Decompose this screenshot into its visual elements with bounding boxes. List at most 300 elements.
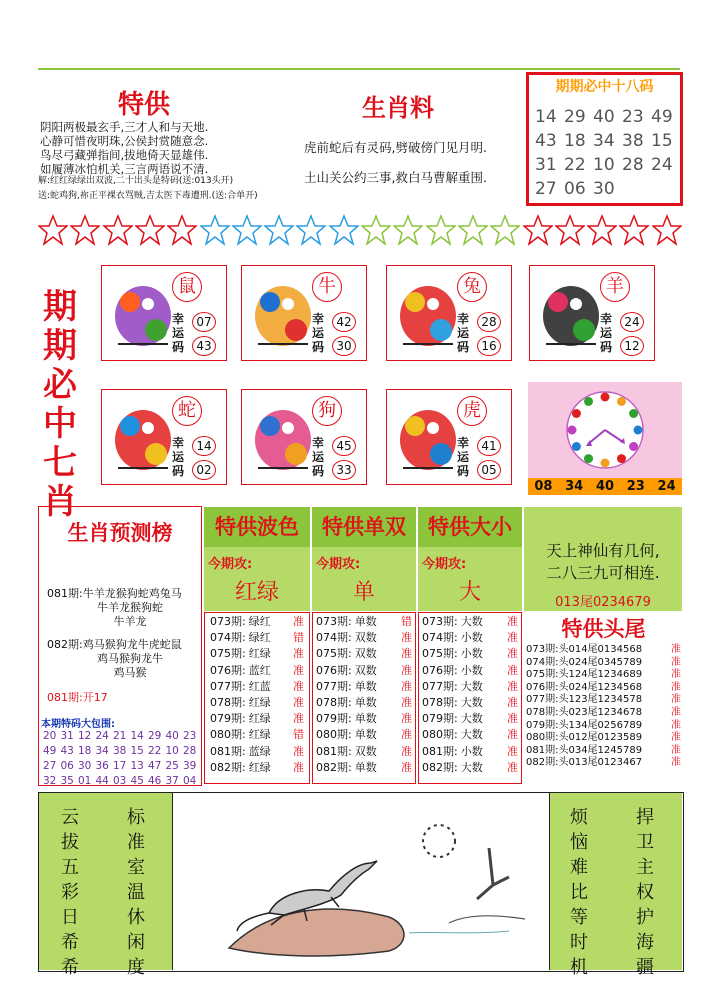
luck-label: 幸运码 [457, 436, 470, 478]
bigpack-number: 37 [165, 775, 179, 787]
result: 红绿 [248, 712, 271, 726]
result: 小数 [460, 663, 483, 677]
clock-dot [629, 442, 638, 451]
seven-zodiac-vertical-title [38, 288, 82, 522]
period: 082期: [422, 760, 458, 774]
luck-number: 43 [192, 336, 216, 356]
period: 078期: [422, 696, 458, 710]
toutail-row [526, 745, 681, 758]
poem-char: 休 [127, 907, 145, 928]
clock-number: 08 [534, 479, 553, 494]
danshuang-title: 特供单双 [312, 507, 416, 547]
clock-dot [601, 393, 610, 402]
clock-number: 34 [565, 479, 584, 494]
verdict: 准 [671, 694, 681, 706]
luck-number: 05 [477, 460, 501, 480]
result: 蓝绿 [248, 744, 271, 758]
prediction-title: 生肖预测榜 [67, 521, 173, 545]
right-poem-col2 [634, 805, 656, 980]
clock-dot [629, 409, 638, 418]
tegong-poem [40, 120, 300, 176]
result: 头012尾0123589 [558, 732, 643, 744]
toutail-panel [526, 614, 681, 784]
result: 小数 [460, 631, 483, 645]
bigpack-number: 49 [43, 745, 57, 757]
verdict: 准 [293, 647, 304, 661]
code-number: 22 [564, 155, 586, 175]
poem-char: 时 [570, 932, 588, 953]
poem-char: 比 [570, 882, 588, 903]
zodiac-name: 虎 [457, 396, 487, 426]
period: 081期: [422, 744, 458, 758]
verdict: 准 [507, 647, 518, 661]
poem-char: 温 [127, 882, 145, 903]
code-number: 40 [593, 107, 615, 127]
verdict: 准 [401, 631, 412, 645]
poem-char: 权 [636, 882, 654, 903]
result: 小数 [460, 647, 483, 661]
star-icon [70, 214, 100, 248]
verdict: 准 [401, 647, 412, 661]
zodiac-card [529, 265, 655, 361]
code-number: 29 [564, 107, 586, 127]
result: 单数 [354, 712, 377, 726]
verdict: 准 [671, 681, 681, 693]
period: 079期: [422, 712, 458, 726]
poem-char: 准 [127, 832, 145, 853]
tianshang-line1: 天上神仙有几何, [546, 542, 660, 560]
bigpack-number: 31 [60, 730, 74, 742]
bigpack-number: 15 [130, 745, 144, 757]
code-number: 31 [535, 155, 557, 175]
star-row [38, 214, 688, 250]
code-number: 49 [651, 107, 673, 127]
p82-line2: 鸡马猴狗龙牛 [97, 652, 163, 665]
attack-label: 今期攻: [422, 557, 467, 572]
verdict: 准 [671, 732, 681, 744]
period: 077期: [316, 679, 352, 693]
verdict: 准 [507, 696, 518, 710]
star-icon [490, 214, 520, 248]
result: 单数 [354, 696, 377, 710]
result: 头134尾0256789 [558, 719, 643, 731]
poem-char: 主 [636, 857, 654, 878]
history-row [210, 630, 304, 646]
zodiac-name: 兔 [457, 272, 487, 302]
zodiac-card [386, 389, 512, 485]
clock-number: 40 [595, 479, 615, 494]
luck-number: 28 [477, 312, 501, 332]
result: 红绿 [248, 647, 271, 661]
zodiac-name: 蛇 [172, 396, 202, 426]
p81-line3: 牛羊龙 [113, 615, 147, 628]
clock-dot [572, 442, 581, 451]
period: 075期: [316, 647, 352, 661]
verdict: 准 [293, 615, 304, 628]
code-number: 18 [564, 131, 586, 151]
attack-value: 单 [352, 580, 375, 605]
history-row [316, 663, 412, 679]
poem-line: 阴阳两极最玄手,三才人和与天地. [40, 120, 209, 134]
daxiao-history [422, 614, 518, 776]
code-number: 06 [564, 179, 586, 199]
shengxiao-line1: 虎前蛇后有灵码,劈破傍门见月明. [304, 140, 487, 155]
poem-line: 如履薄冰怕机关,三言两语说不清. [40, 162, 209, 176]
zodiac-papercut-icon [393, 274, 463, 354]
period: 077期: [422, 679, 458, 693]
zodiac-card [386, 265, 512, 361]
history-row [422, 727, 518, 743]
poem-char: 疆 [636, 957, 654, 978]
history-row [422, 614, 518, 630]
period: 076期: [422, 663, 458, 677]
period: 080期: [210, 728, 246, 742]
star-icon [264, 214, 294, 248]
history-row [210, 727, 304, 743]
verdict: 准 [507, 760, 518, 774]
tianshang-panel [524, 507, 682, 611]
history-row [316, 744, 412, 760]
period: 081期: [210, 744, 246, 758]
verdict: 准 [293, 712, 304, 726]
poem-char: 室 [127, 857, 145, 878]
luck-label: 幸运码 [172, 436, 185, 478]
history-row [316, 646, 412, 662]
result: 红蓝 [248, 679, 271, 693]
bigpack-number: 04 [183, 775, 197, 787]
result: 蓝红 [248, 663, 271, 677]
period: 079期: [210, 712, 246, 726]
vertical-char: 期 [43, 326, 77, 366]
zodiac-papercut-icon [108, 398, 178, 478]
star-icon [587, 214, 617, 248]
bottom-right-poem [549, 793, 682, 978]
star-icon [167, 214, 197, 248]
verdict: 准 [671, 706, 681, 718]
poem-char: 日 [61, 907, 79, 928]
history-row [210, 695, 304, 711]
history-row [422, 744, 518, 760]
period: 073期: [210, 615, 246, 628]
history-row [210, 646, 304, 662]
poem-char: 闲 [127, 932, 145, 953]
bigpack-number: 40 [165, 730, 179, 742]
poem-char: 标 [127, 807, 145, 828]
result: 单数 [354, 679, 377, 693]
period: 078期: [316, 696, 352, 710]
period: 080期: [422, 728, 458, 742]
result: 头124尾1234689 [558, 669, 643, 681]
poem-line: 鸟尽弓藏弹指间,拔地倚天显雄伟. [40, 148, 209, 162]
clock-dot [601, 459, 610, 468]
eighteen-codes-box [526, 72, 683, 206]
result: 小数 [460, 744, 483, 758]
poem-char: 云 [61, 807, 79, 828]
period: 073期: [422, 615, 458, 628]
history-row [210, 614, 304, 630]
poem-char: 希 [61, 957, 79, 978]
poem-char: 捍 [636, 807, 654, 828]
bigpack-grid [43, 729, 201, 789]
result: 双数 [354, 744, 377, 758]
attack-value: 红绿 [234, 580, 279, 605]
clock-dot [584, 454, 593, 463]
luck-label: 幸运码 [600, 312, 613, 354]
bigpack-number: 12 [78, 730, 92, 742]
period: 074期: [210, 631, 246, 645]
vertical-char: 七 [43, 443, 77, 483]
verdict: 准 [293, 679, 304, 693]
attack-label: 今期攻: [316, 557, 361, 572]
verdict: 准 [507, 728, 518, 742]
verdict: 准 [671, 757, 681, 769]
p82-line3: 鸡马猴 [113, 666, 147, 679]
result: 单数 [354, 615, 377, 628]
star-icon [619, 214, 649, 248]
period: 073期: [316, 615, 352, 628]
clock-number: 23 [626, 479, 645, 494]
luck-label: 幸运码 [172, 312, 185, 354]
poem-char: 度 [127, 957, 145, 978]
result: 双数 [354, 663, 377, 677]
verdict: 准 [401, 712, 412, 726]
star-icon [426, 214, 456, 248]
poem-line: 心静可惜夜明珠,公侯封赏随意念. [40, 134, 209, 148]
code-number: 43 [535, 131, 557, 151]
period: 075期: [526, 669, 559, 681]
clock-dot [572, 409, 581, 418]
code-number: 30 [593, 179, 615, 199]
p81-line2: 牛羊龙猴狗蛇 [97, 601, 163, 614]
danshuang-history [316, 614, 412, 776]
bigpack-number: 35 [60, 775, 74, 787]
luck-number: 16 [477, 336, 501, 356]
period: 077期: [210, 679, 246, 693]
star-icon [200, 214, 230, 248]
bigpack-title: 本期特码大包围: [41, 719, 115, 730]
verdict: 准 [507, 744, 518, 758]
vertical-char: 中 [43, 404, 77, 444]
poem-char: 卫 [636, 832, 654, 853]
result: 双数 [354, 631, 377, 645]
period: 080期: [526, 732, 559, 744]
right-poem-col1 [568, 805, 590, 980]
luck-number: 45 [332, 436, 356, 456]
result: 大数 [460, 696, 483, 710]
toutail-row [526, 757, 681, 770]
verdict: 准 [671, 644, 681, 655]
period: 074期: [316, 631, 352, 645]
period: 077期: [526, 694, 559, 706]
verdict: 准 [671, 719, 681, 731]
history-row [422, 695, 518, 711]
period: 076期: [210, 663, 246, 677]
history-row [422, 760, 518, 776]
period: 082期: [316, 760, 352, 774]
period: 075期: [422, 647, 458, 661]
result: 头014尾0134568 [558, 644, 643, 655]
bigpack-number: 17 [113, 760, 127, 772]
bigpack-number: 44 [95, 775, 109, 787]
vertical-char: 必 [43, 365, 77, 405]
result: 单数 [354, 760, 377, 774]
toutail-title: 特供头尾 [561, 617, 646, 641]
luck-number: 33 [332, 460, 356, 480]
toutail-row [526, 669, 681, 682]
period: 074期: [422, 631, 458, 645]
bigpack-number: 13 [130, 760, 144, 772]
code-number: 28 [622, 155, 644, 175]
attack-value: 大 [458, 580, 481, 605]
star-icon [361, 214, 391, 248]
verdict: 准 [401, 679, 412, 693]
poem-char: 彩 [61, 882, 79, 903]
result: 红绿 [248, 696, 271, 710]
verdict: 准 [293, 696, 304, 710]
star-icon [232, 214, 262, 248]
star-icon [523, 214, 553, 248]
bigpack-number: 27 [43, 760, 57, 772]
bigpack-number: 25 [165, 760, 179, 772]
tegong-note2: 送:蛇鸡狗,祢正平裸衣骂贼,吉太医下毒遭刑.(送:合单开) [38, 191, 258, 201]
daxiao-attack [418, 547, 522, 611]
left-poem-col1 [59, 805, 81, 980]
zodiac-card [241, 389, 367, 485]
code-number: 24 [651, 155, 673, 175]
tianshang-line2: 二八三九可相连. [546, 564, 660, 582]
shengxiao-line2: 土山关公约三事,救白马曹解重围. [304, 170, 487, 185]
daxiao-title: 特供大小 [418, 507, 522, 547]
verdict: 准 [293, 760, 304, 774]
result: 头023尾1234678 [558, 706, 643, 718]
result: 红绿 [248, 728, 271, 742]
history-row [422, 711, 518, 727]
code-number: 38 [622, 131, 644, 151]
toutail-row [526, 682, 681, 695]
clock-dot [568, 426, 577, 435]
history-row [316, 679, 412, 695]
clock-dot [617, 397, 626, 406]
toutail-row [526, 732, 681, 745]
code-number: 14 [535, 107, 557, 127]
code-number: 27 [535, 179, 557, 199]
luck-number: 30 [332, 336, 356, 356]
bigpack-number: 34 [95, 745, 109, 757]
luck-number: 07 [192, 312, 216, 332]
tegong-title: 特供 [118, 90, 171, 120]
star-icon [458, 214, 488, 248]
toutail-row [526, 707, 681, 720]
toutail-row [526, 657, 681, 670]
star-icon [135, 214, 165, 248]
history-row [316, 727, 412, 743]
luck-label: 幸运码 [312, 312, 325, 354]
history-row [422, 679, 518, 695]
verdict: 准 [401, 744, 412, 758]
result: 红绿 [248, 760, 271, 774]
luck-number: 41 [477, 436, 501, 456]
left-poem-col2 [125, 805, 147, 980]
bigpack-number: 39 [183, 760, 197, 772]
code-number: 34 [593, 131, 615, 151]
verdict: 错 [293, 728, 304, 742]
poem-char: 烦 [570, 807, 588, 828]
history-row [422, 630, 518, 646]
bigpack-number: 03 [113, 775, 127, 787]
zodiac-name: 鼠 [172, 272, 202, 302]
poem-char: 拔 [61, 832, 79, 853]
zodiac-papercut-icon [108, 274, 178, 354]
period: 076期: [316, 663, 352, 677]
star-icon [296, 214, 326, 248]
clock-dot [634, 426, 643, 435]
luck-number: 02 [192, 460, 216, 480]
bigpack-number: 18 [78, 745, 92, 757]
history-row [210, 711, 304, 727]
verdict: 准 [507, 615, 518, 628]
zodiac-papercut-icon [248, 398, 318, 478]
bigpack-number: 21 [113, 730, 127, 742]
bigpack-number: 45 [130, 775, 144, 787]
clock-numbers [528, 478, 682, 495]
code-number: 23 [622, 107, 644, 127]
verdict: 准 [401, 663, 412, 677]
bigpack-number: 46 [148, 775, 162, 787]
history-row [210, 663, 304, 679]
zodiac-papercut-icon [393, 398, 463, 478]
result: 绿红 [248, 631, 271, 645]
vertical-char: 期 [43, 287, 77, 327]
history-row [210, 744, 304, 760]
history-row [316, 614, 412, 630]
bigpack-number: 28 [183, 745, 197, 757]
p82-line1: 082期:鸡马猴狗龙牛虎蛇鼠 [47, 638, 182, 651]
history-row [316, 711, 412, 727]
clock-dot [617, 454, 626, 463]
poem-char: 等 [570, 907, 588, 928]
verdict: 准 [507, 663, 518, 677]
result: 单数 [354, 728, 377, 742]
toutail-history [526, 644, 681, 770]
result: 大数 [460, 679, 483, 693]
zodiac-name: 狗 [312, 396, 342, 426]
clock-number: 24 [657, 479, 676, 494]
vertical-char: 肖 [43, 482, 77, 522]
result: 头024尾0345789 [558, 656, 643, 668]
history-row [316, 760, 412, 776]
verdict: 准 [671, 669, 681, 681]
period: 078期: [210, 696, 246, 710]
verdict: 准 [293, 744, 304, 758]
bigpack-number: 20 [43, 730, 57, 742]
verdict: 准 [293, 663, 304, 677]
lizard-sketch-image [209, 813, 529, 963]
verdict: 准 [401, 696, 412, 710]
period: 076期: [526, 681, 559, 693]
code-number: 15 [651, 131, 673, 151]
bose-title: 特供波色 [204, 507, 310, 547]
star-icon [393, 214, 423, 248]
bigpack-number: 32 [43, 775, 57, 787]
zodiac-papercut-icon [248, 274, 318, 354]
bigpack-number: 01 [78, 775, 92, 787]
bottom-left-poem [39, 793, 173, 978]
result: 双数 [354, 647, 377, 661]
verdict: 准 [507, 712, 518, 726]
clock-icon [528, 382, 682, 482]
luck-number: 42 [332, 312, 356, 332]
luck-number: 12 [620, 336, 644, 356]
